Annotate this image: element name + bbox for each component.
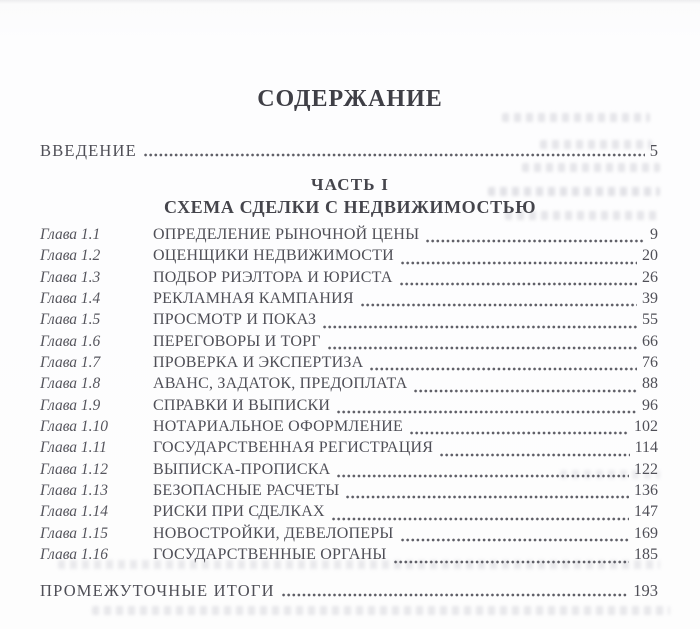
page-number: 102 <box>634 418 658 436</box>
chapter-number: Глава 1.13 <box>40 482 109 500</box>
chapter-number: Глава 1.9 <box>40 396 101 414</box>
chapter-title: ОЦЕНЩИКИ НЕДВИЖИМОСТИ <box>153 247 394 265</box>
toc-entry-chapter <box>40 418 658 439</box>
page-number: 114 <box>634 439 658 457</box>
dot-leader <box>282 592 629 598</box>
chapter-title: ГОСУДАРСТВЕННАЯ РЕГИСТРАЦИЯ <box>153 439 434 457</box>
toc-entry-chapter <box>40 269 658 290</box>
chapter-number: Глава 1.15 <box>40 524 109 542</box>
toc-entry-chapter <box>40 461 658 482</box>
chapter-title: АВАНС, ЗАДАТОК, ПРЕДОПЛАТА <box>153 375 408 393</box>
chapter-number: Глава 1.4 <box>40 290 101 308</box>
toc-entry-introduction <box>40 141 658 161</box>
toc-entry-chapter <box>40 482 658 503</box>
chapter-number: Глава 1.16 <box>40 546 109 564</box>
toc-entry-summary <box>40 581 658 601</box>
chapter-number: Глава 1.12 <box>40 460 109 478</box>
chapter-title: ПОДБОР РИЭЛТОРА И ЮРИСТА <box>153 268 393 286</box>
chapter-number: Глава 1.10 <box>40 418 109 436</box>
chapter-title: ПРОСМОТР И ПОКАЗ <box>153 311 317 329</box>
dot-leader <box>426 238 645 244</box>
chapter-number: Глава 1.3 <box>40 268 101 286</box>
toc-entry-chapter <box>40 503 658 524</box>
dot-leader <box>414 388 637 394</box>
page-number: 26 <box>642 268 658 286</box>
page-number: 88 <box>642 375 658 393</box>
page-number: 55 <box>642 311 658 329</box>
chapter-title: ПРОВЕРКА И ЭКСПЕРТИЗА <box>153 354 364 372</box>
page-number: 185 <box>634 546 658 564</box>
toc-entry-chapter <box>40 333 658 354</box>
chapter-title: РИСКИ ПРИ СДЕЛКАХ <box>153 503 325 521</box>
dot-leader <box>440 452 630 458</box>
entry-label: ВВЕДЕНИЕ <box>40 141 137 160</box>
toc-entry-chapter <box>40 525 658 546</box>
chapter-title: СПРАВКИ И ВЫПИСКИ <box>153 396 331 414</box>
page-number: 76 <box>642 354 658 372</box>
chapter-number: Глава 1.7 <box>40 354 101 372</box>
toc-entry-chapter <box>40 375 658 396</box>
page-number: 147 <box>634 503 658 521</box>
chapter-number: Глава 1.2 <box>40 247 101 265</box>
chapter-number: Глава 1.8 <box>40 375 101 393</box>
part-subtitle: СХЕМА СДЕЛКИ С НЕДВИЖИМОСТЬЮ <box>163 197 537 217</box>
dot-leader <box>401 537 629 543</box>
chapter-title: РЕКЛАМНАЯ КАМПАНИЯ <box>153 290 354 308</box>
toc-entry-chapter <box>40 439 658 460</box>
dot-leader <box>337 409 637 415</box>
chapter-title: ГОСУДАРСТВЕННЫЕ ОРГАНЫ <box>153 546 387 564</box>
toc-entry-chapter <box>40 311 658 332</box>
bleed-through-artifact <box>92 606 670 615</box>
chapter-list <box>40 226 658 568</box>
bleed-through-artifact <box>522 163 660 172</box>
toc-entry-chapter <box>40 247 658 268</box>
toc-entry-chapter <box>40 546 658 567</box>
page-number: 39 <box>642 290 658 308</box>
dot-leader <box>323 324 637 330</box>
toc-entry-chapter <box>40 226 658 247</box>
bleed-through-artifact <box>502 113 650 122</box>
chapter-title: ВЫПИСКА-ПРОПИСКА <box>153 460 331 478</box>
chapter-title: НОВОСТРОЙКИ, ДЕВЕЛОПЕРЫ <box>153 524 394 542</box>
chapter-number: Глава 1.11 <box>40 439 107 457</box>
chapter-number: Глава 1.5 <box>40 311 101 329</box>
page-number: 96 <box>642 396 658 414</box>
page-number: 193 <box>633 581 658 600</box>
dot-leader <box>346 494 629 500</box>
dot-leader <box>332 516 629 522</box>
dot-leader <box>361 302 637 308</box>
page-number: 9 <box>650 226 658 243</box>
dot-leader <box>394 559 630 565</box>
chapter-title: НОТАРИАЛЬНОЕ ОФОРМЛЕНИЕ <box>153 418 403 436</box>
page-number: 169 <box>634 524 658 542</box>
page-title: СОДЕРЖАНИЕ <box>257 86 443 112</box>
toc-entry-chapter <box>40 354 658 375</box>
toc-entry-chapter <box>40 290 658 311</box>
page-number: 5 <box>649 141 658 160</box>
chapter-title: ПЕРЕГОВОРЫ И ТОРГ <box>153 332 321 350</box>
chapter-title: ОПРЕДЕЛЕНИЕ РЫНОЧНОЙ ЦЕНЫ <box>153 226 420 243</box>
chapter-number: Глава 1.1 <box>40 226 101 243</box>
chapter-number: Глава 1.14 <box>40 503 109 521</box>
dot-leader <box>401 260 637 266</box>
page-number: 66 <box>642 332 658 350</box>
chapter-title: БЕЗОПАСНЫЕ РАСЧЕТЫ <box>153 482 340 500</box>
dot-leader <box>328 345 637 351</box>
page-number: 136 <box>634 482 658 500</box>
dot-leader <box>144 152 645 158</box>
chapter-number: Глава 1.6 <box>40 332 101 350</box>
page-number: 122 <box>634 460 658 478</box>
toc-entry-chapter <box>40 397 658 418</box>
page-number: 20 <box>642 247 658 265</box>
dot-leader <box>400 281 637 287</box>
dot-leader <box>410 430 629 436</box>
part-heading <box>0 175 700 218</box>
part-title: ЧАСТЬ I <box>310 175 390 194</box>
dot-leader <box>337 473 629 479</box>
dot-leader <box>370 366 637 372</box>
entry-label: ПРОМЕЖУТОЧНЫЕ ИТОГИ <box>40 581 275 600</box>
